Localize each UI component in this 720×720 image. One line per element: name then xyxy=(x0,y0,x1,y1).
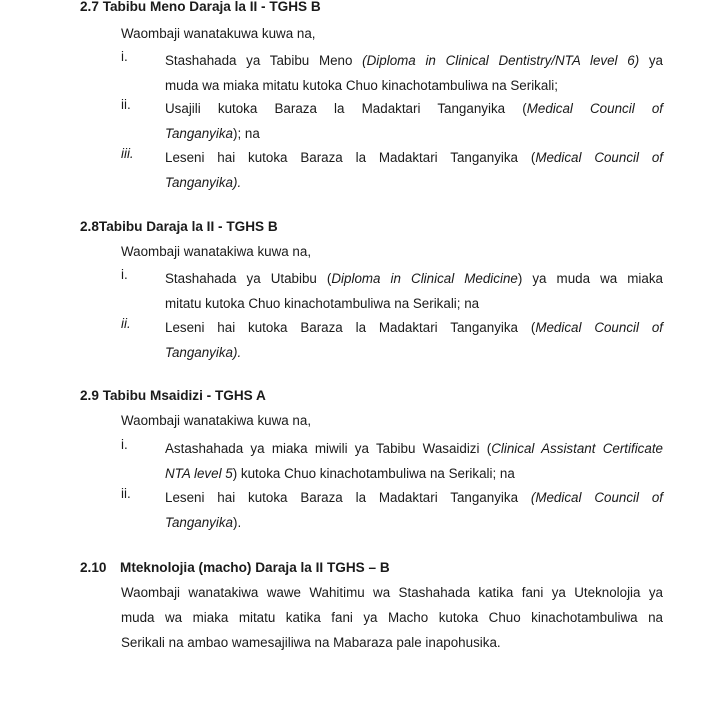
list-marker: ii. xyxy=(121,316,131,331)
list-item-text xyxy=(165,486,663,535)
section-number: 2.7 xyxy=(80,0,99,14)
text-line: mitatu kutoka Chuo kinachotambuliwa na Serikali; na xyxy=(165,295,480,311)
text-line: Leseni hai kutoka Baraza la Madaktari Tanganyika (Medical Council of xyxy=(165,490,663,505)
list-marker: i. xyxy=(121,49,128,64)
text-line: NTA level 5) kutoka Chuo kinachotambuliwa na Serikali; na xyxy=(165,465,515,481)
section-title: Mteknolojia (macho) Daraja la II TGHS – B xyxy=(120,560,390,575)
text-line: Astashahada ya miaka miwili ya Tabibu Wasaidizi (Clinical Assistant Certificate xyxy=(165,441,663,456)
section-heading-2-9 xyxy=(80,388,266,403)
list-item-text xyxy=(165,146,663,195)
section-title: Tabibu Msaidizi - TGHS A xyxy=(102,388,266,403)
text-line: Usajili kutoka Baraza la Madaktari Tanganyika (Medical Council of xyxy=(165,101,663,116)
list-marker: ii. xyxy=(121,97,131,112)
text-line: Waombaji wanatakiwa wawe Wahitimu wa Stashahada katika fani ya Uteknolojia ya xyxy=(121,585,663,600)
text-line: Serikali na ambao wamesajiliwa na Mabaraza pale inapohusika. xyxy=(121,635,501,650)
text-line: Stashahada ya Tabibu Meno (Diploma in Clinical Dentistry/NTA level 6) ya xyxy=(165,53,664,68)
text-line: Leseni hai kutoka Baraza la Madaktari Tanganyika (Medical Council of xyxy=(165,320,663,335)
section-heading-2-7 xyxy=(80,0,321,14)
text-line: Stashahada ya Utabibu (Diploma in Clinical Medicine) ya muda wa miaka xyxy=(165,271,663,286)
section-paragraph xyxy=(121,580,663,655)
list-item-text xyxy=(165,316,663,365)
list-marker: iii. xyxy=(121,146,134,161)
text-line: Tanganyika). xyxy=(165,514,242,530)
text-line: Tanganyika). xyxy=(165,344,242,360)
list-item-text xyxy=(165,97,663,146)
list-marker: i. xyxy=(121,267,128,282)
list-marker: ii. xyxy=(121,486,131,501)
text-line: Tanganyika); na xyxy=(165,125,260,141)
section-heading-2-8 xyxy=(80,219,278,234)
section-intro: Waombaji wanatakiwa kuwa na, xyxy=(121,413,312,428)
list-item-text xyxy=(165,49,663,98)
text-line: Tanganyika). xyxy=(165,174,242,190)
section-title: Tabibu Meno Daraja la II - TGHS B xyxy=(102,0,321,14)
section-number: 2.10 xyxy=(80,560,107,575)
section-intro: Waombaji wanatakiwa kuwa na, xyxy=(121,244,312,259)
section-heading-2-10 xyxy=(80,560,390,575)
list-marker: i. xyxy=(121,437,128,452)
section-number: 2.9 xyxy=(80,388,99,403)
text-line: Leseni hai kutoka Baraza la Madaktari Tanganyika (Medical Council of xyxy=(165,150,663,165)
section-number: 2.8 xyxy=(80,219,99,234)
section-intro: Waombaji wanatakuwa kuwa na, xyxy=(121,26,316,41)
section-title: Tabibu Daraja la II - TGHS B xyxy=(98,219,278,234)
list-item-text xyxy=(165,267,663,316)
text-line: muda wa miaka mitatu kutoka Chuo kinachotambuliwa na Serikali; xyxy=(165,77,558,93)
list-item-text xyxy=(165,437,663,486)
text-line: muda wa miaka mitatu katika fani ya Macho kutoka Chuo kinachotambuliwa na xyxy=(121,610,663,625)
